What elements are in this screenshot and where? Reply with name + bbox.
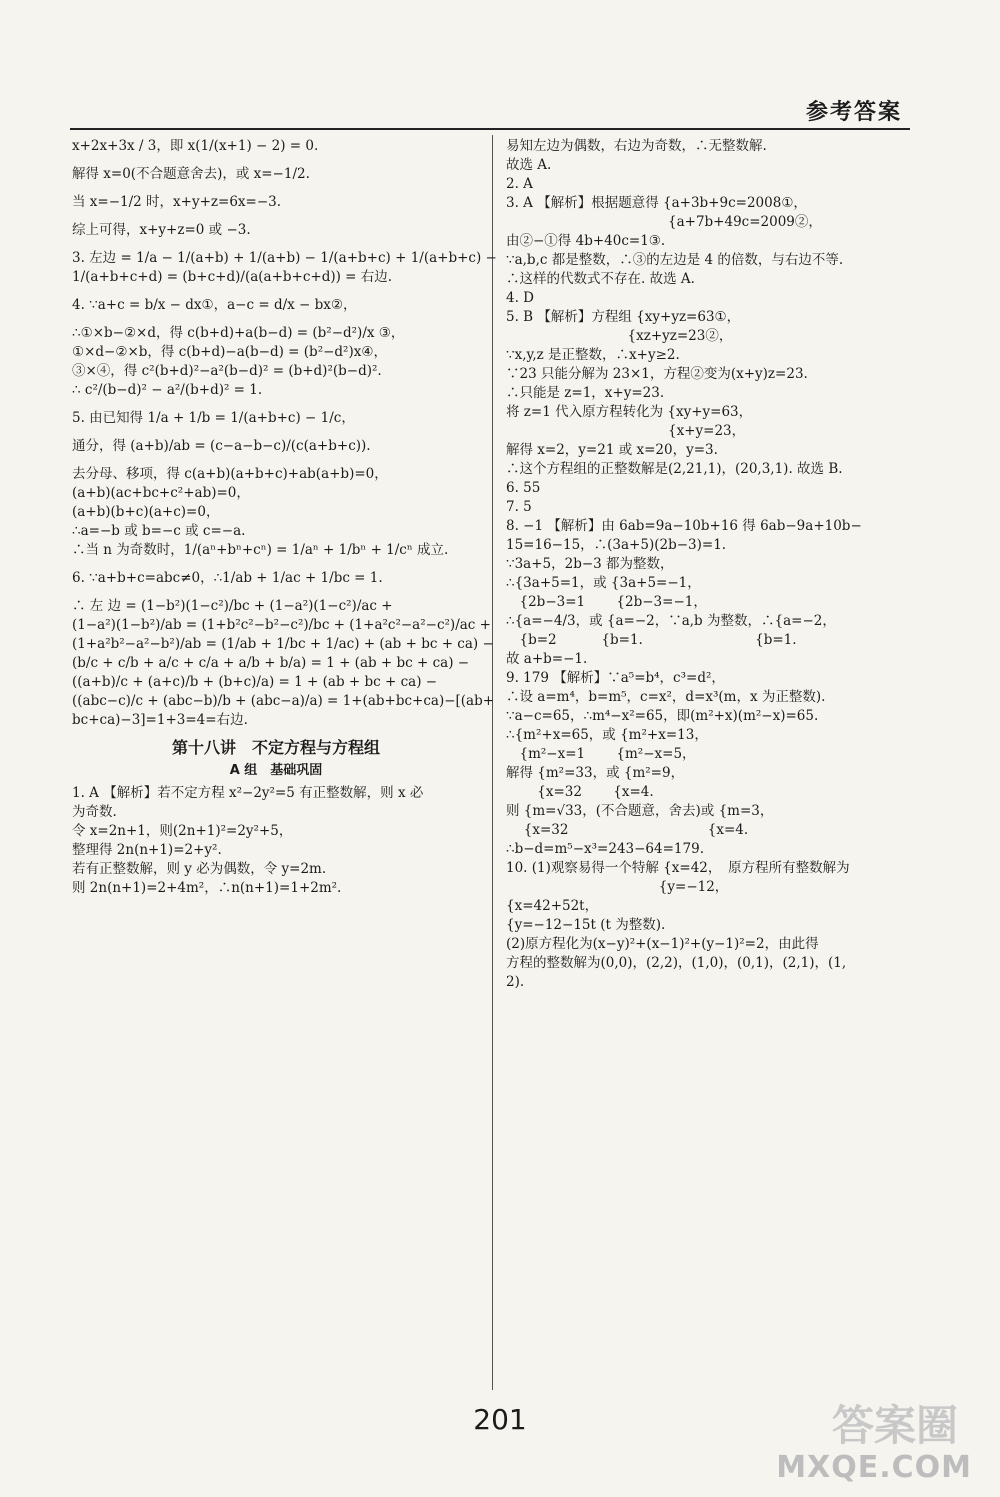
watermark-text: MXQE.COM [776,1450,972,1485]
text-line: 3. A 【解析】根据题意得 {a+3b+9c=2008①， [506,195,807,211]
text-line: {x=32 {x=4. [506,822,749,838]
text-line: ((abc−c)/c + (abc−b)/b + (abc−a)/a) = 1+(ab+bc+ca)−[(ab+ [72,693,495,709]
text-line: {x=42+52t， [506,898,599,914]
text-line: 2). [506,974,525,990]
text-line: 通分，得 (a+b)/ab = (c−a−b−c)/(c(a+b+c)). [72,438,371,454]
text-line: 2. A [506,176,533,192]
text-line: 10. (1)观察易得一个特解 {x=42， 原方程所有整数解为 [506,860,850,876]
text-line: 整理得 2n(n+1)=2+y². [72,842,222,858]
text-line: 5. B 【解析】方程组 {xy+yz=63①， [506,309,741,325]
text-line: 则 {m=√33，(不合题意，舍去)或 {m=3， [506,803,774,819]
text-line: ∴①×b−②×d，得 c(b+d)+a(b−d) = (b²−d²)/x ③， [72,325,405,341]
text-line: {xz+yz=23②， [506,328,733,344]
text-line: ∵3a+5，2b−3 都为整数， [506,556,674,572]
text-line: 1. A 【解析】若不定方程 x²−2y²=5 有正整数解，则 x 必 [72,785,424,801]
text-line: 9. 179 【解析】∵a⁵=b⁴，c³=d²， [506,670,725,686]
text-line: 易知左边为偶数，右边为奇数，∴无整数解. [506,138,767,154]
text-line: 当 x=−1/2 时，x+y+z=6x=−3. [72,194,282,210]
text-line: ∴ c²/(b−d)² − a²/(b+d)² = 1. [72,382,263,398]
line-gap [72,156,480,165]
text-line: 1/(a+b+c+d) = (b+c+d)/(a(a+b+c+d)) = 右边. [72,269,393,285]
line-gap [72,287,480,296]
column-divider [492,135,493,1390]
text-line: ∴当 n 为奇数时，1/(aⁿ+bⁿ+cⁿ) = 1/aⁿ + 1/bⁿ + 1/cⁿ 成立. [72,542,449,558]
text-line: {y=−12， [506,879,729,895]
header-rule [70,128,910,130]
text-line: {a+7b+49c=2009②， [506,214,822,230]
text-line: x+2x+3x / 3，即 x(1/(x+1) − 2) = 0. [72,138,319,154]
watermark [776,1395,982,1487]
text-line: ((a+b)/c + (a+c)/b + (b+c)/a) = 1 + (ab + bc + ca) − [72,674,438,690]
right-solution-lines [506,137,906,992]
text-line: 5. 由已知得 1/a + 1/b = 1/(a+b+c) − 1/c， [72,410,355,426]
text-line: ∵x,y,z 是正整数，∴x+y≥2. [506,347,680,363]
right-column [506,137,906,992]
text-line: (b/c + c/b + a/c + c/a + a/b + b/a) = 1 + (ab + bc + ca) − [72,655,470,671]
text-line: 4. ∵a+c = b/x − dx①，a−c = d/x − bx②， [72,297,357,313]
text-line: ∴这样的代数式不存在. 故选 A. [506,271,695,287]
text-line: ①×d−②×b，得 c(b+d)−a(b−d) = (b²−d²)x④， [72,344,387,360]
line-gap [72,212,480,221]
text-line: 解得 x=2，y=21 或 x=20，y=3. [506,442,718,458]
left-solution-lines [72,137,497,730]
text-line: {2b−3=1 {2b−3=−1， [506,594,707,610]
text-line: (1−a²)(1−b²)/ab = (1+b²c²−b²−c²)/bc + (1+a²c²−a²−c²)/ac + [72,617,491,633]
text-line: 将 z=1 代入原方程转化为 {xy+y=63， [506,404,753,420]
text-line: (a+b)(b+c)(a+c)=0， [72,504,220,520]
text-line: ③×④，得 c²(b+d)²−a²(b−d)² = (b+d)²(b−d)². [72,363,382,379]
text-line: ∴设 a=m⁴，b=m⁵，c=x²，d=x³(m，x 为正整数). [506,689,826,705]
page-number: 201 [473,1403,527,1436]
line-gap [72,456,480,465]
text-line: 故选 A. [506,157,552,173]
text-line: 由②−①得 4b+40c=1③. [506,233,666,249]
text-line: 解得 {m²=33，或 {m²=9， [506,765,685,781]
text-line: {x+y=23， [506,423,746,439]
text-line: 为奇数. [72,804,117,820]
line-gap [72,184,480,193]
text-line: ∴{m²+x=65，或 {m²+x=13， [506,727,708,743]
text-line: 15=16−15，∴(3a+5)(2b−3)=1. [506,537,727,553]
text-line: {m²−x=1 {m²−x=5， [506,746,696,762]
text-line: 解得 x=0(不合题意舍去)，或 x=−1/2. [72,166,310,182]
text-line: ∵a,b,c 都是整数，∴③的左边是 4 的倍数，与右边不等. [506,252,844,268]
line-gap [72,428,480,437]
text-line: ∴a=−b 或 b=−c 或 c=−a. [72,523,246,539]
line-gap [72,400,480,409]
left-tail-lines [72,784,480,898]
text-line: ∴{3a+5=1，或 {3a+5=−1， [506,575,701,591]
text-line: 6. ∵a+b+c=abc≠0，∴1/ab + 1/ac + 1/bc = 1. [72,570,383,586]
text-line: 令 x=2n+1，则(2n+1)²=2y²+5， [72,823,293,839]
text-line: (a+b)(ac+bc+c²+ab)=0， [72,485,250,501]
text-line: 8. −1 【解析】由 6ab=9a−10b+16 得 6ab−9a+10b− [506,518,862,534]
text-line: 7. 5 [506,499,532,515]
text-line: bc+ca)−3]=1+3=4=右边. [72,712,248,728]
text-line: ∴ 左 边 = (1−b²)(1−c²)/bc + (1−a²)(1−c²)/ac + [72,598,393,614]
text-line: ∴只能是 z=1，x+y=23. [506,385,665,401]
text-line: ∴这个方程组的正整数解是(2,21,1)，(20,3,1). 故选 B. [506,461,843,477]
section-title: 第十八讲 不定方程与方程组 [171,738,380,757]
text-line: ∵23 只能分解为 23×1，方程②变为(x+y)z=23. [506,366,808,382]
section-subtitle: A 组 基础巩固 [229,763,323,778]
text-line: 4. D [506,290,534,306]
text-line: 去分母、移项，得 c(a+b)(a+b+c)+ab(a+b)=0， [72,466,388,482]
text-line: ∵a−c=65，∴m⁴−x²=65，即(m²+x)(m²−x)=65. [506,708,819,724]
line-gap [72,560,480,569]
text-line: 3. 左边 = 1/a − 1/(a+b) + 1/(a+b) − 1/(a+b+c) + 1/(a+b+c) − [72,250,497,266]
text-line: ∴{a=−4/3，或 {a=−2，∵a,b 为整数，∴{a=−2， [506,613,836,629]
text-line: (1+a²b²−a²−b²)/ab = (1/ab + 1/bc + 1/ac) + (ab + bc + ca) − [72,636,494,652]
text-line: 若有正整数解，则 y 必为偶数，令 y=2m. [72,861,327,877]
text-line: (2)原方程化为(x−y)²+(x−1)²+(y−1)²=2，由此得 [506,936,819,952]
text-line: 则 2n(n+1)=2+4m²，∴n(n+1)=1+2m². [72,880,342,896]
watermark-logo: 答案圈 [831,1401,958,1450]
header-title: 参考答案 [805,100,902,125]
text-line: {b=2 {b=1. {b=1. [506,632,797,648]
left-column [72,137,497,898]
text-line: 6. 55 [506,480,541,496]
text-line: 综上可得，x+y+z=0 或 −3. [72,222,251,238]
line-gap [72,588,480,597]
text-line: {x=32 {x=4. [506,784,654,800]
line-gap [72,315,480,324]
text-line: ∴b−d=m⁵−x³=243−64=179. [506,841,704,857]
text-line: 故 a+b=−1. [506,651,588,667]
text-line: {y=−12−15t (t 为整数). [506,917,666,933]
text-line: 方程的整数解为(0,0)，(2,2)，(1,0)，(0,1)，(2,1)，(1, [506,955,847,971]
line-gap [72,240,480,249]
